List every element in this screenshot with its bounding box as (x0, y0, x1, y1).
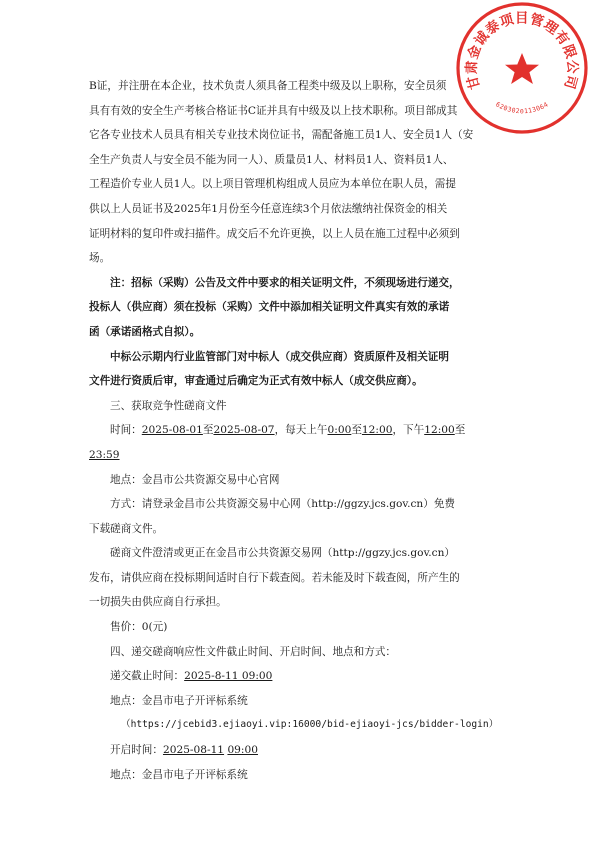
opening-place: 地点：金昌市电子开评标系统 (110, 768, 248, 781)
text-line: 投标人（供应商）须在投标（采购）文件中添加相关证明文件真实有效的承诺 (89, 301, 450, 314)
text-line: 具有有效的安全生产考核合格证书C证并具有中级及以上技术职称。项目部成其 (89, 104, 458, 117)
text-line: B证，并注册在本企业，技术负责人须具备工程类中级及以上职称，安全员须 (89, 80, 447, 92)
opening-time-line (89, 738, 511, 763)
personnel-requirements-paragraph (89, 74, 511, 271)
clarification-text: 一切损失由供应商自行承担。 (89, 596, 227, 609)
section-obtain-documents (89, 394, 511, 640)
opening-date: 2025-08-11 (162, 744, 225, 757)
obtain-method-continued: 下载磋商文件。 (89, 522, 164, 535)
text-line: 它各专业技术人员具有相关专业技术岗位证书，需配备施工员1人、安全员1人（安 (89, 129, 474, 142)
submission-place: 地点：金昌市电子开评标系统 (110, 694, 248, 707)
bidder-login-link[interactable]: （https://jcebid3.ejiaoyi.vip:16000/bid-ejiaoyi-jcs/bidder-login） (121, 719, 499, 731)
morning-label: ，每天上午 (274, 424, 328, 437)
document-price: 售价：0(元) (110, 621, 168, 634)
obtain-time-line (89, 418, 511, 443)
to-word: 至 (202, 424, 214, 437)
opening-label: 开启时间： (110, 744, 163, 757)
text-line: 供以上人员证书及2025年1月份至今任意连续3个月依法缴纳社保资金的相关 (89, 202, 448, 215)
submission-deadline-line (89, 664, 511, 689)
section-heading: 四、递交磋商响应性文件截止时间、开启时间、地点和方式： (110, 645, 397, 658)
text-line: 工程造价专业人员1人。以上项目管理机构组成人员应为本单位在职人员，需提 (89, 178, 456, 191)
obtain-time-continued (89, 443, 511, 468)
pm-end-time: 23:59 (89, 448, 120, 461)
section-submission (89, 640, 511, 788)
svg-text:6203020113064: 6203020113064 (494, 100, 550, 116)
opening-time: 09:00 (227, 744, 258, 757)
note-paragraph (89, 271, 511, 345)
svg-text:甘肃金诚泰项目管理有限公司: 甘肃金诚泰项目管理有限公司 (463, 10, 581, 92)
clarification-text: 磋商文件澄清或更正在金昌市公共资源交易网（http://ggzy.jcs.gov.cn） (110, 547, 456, 560)
am-end-time: 12:00 (361, 424, 393, 437)
text-line: 函（承诺函格式自拟）。 (89, 325, 201, 338)
end-date: 2025-08-07 (213, 424, 275, 437)
text-line: 注：招标（采购）公告及文件中要求的相关证明文件，不须现场进行递交， (110, 276, 460, 289)
to-word: 至 (454, 424, 466, 437)
obtain-place: 地点：金昌市公共资源交易中心官网 (110, 473, 280, 486)
review-paragraph (89, 345, 511, 394)
text-line: 中标公示期内行业监管部门对中标人（成交供应商）资质原件及相关证明 (110, 350, 449, 363)
clarification-text: 发布，请供应商在投标期间适时自行下载查阅。若未能及时下载查阅，所产生的 (89, 571, 460, 584)
deadline-value: 2025-8-11 09:00 (184, 670, 273, 683)
text-line: 证明材料的复印件或扫描件。成交后不允许更换，以上人员在施工过程中必须到 (89, 227, 460, 240)
pm-start-time: 12:00 (424, 424, 455, 437)
document-body (89, 74, 511, 787)
text-line: 全生产负责人与安全员不能为同一人）、质量员1人、材料员1人、资料员1人、 (89, 153, 454, 166)
start-date: 2025-08-01 (141, 424, 203, 437)
to-word: 至 (351, 424, 362, 437)
obtain-method: 方式：请登录金昌市公共资源交易中心网（http://ggzy.jcs.gov.cn）免费 (110, 498, 456, 511)
company-seal (452, 0, 592, 138)
deadline-label: 递交截止时间： (110, 670, 185, 683)
text-line: 文件进行资质后审，审查通过后确定为正式有效中标人（成交供应商）。 (89, 375, 423, 388)
time-label: 时间： (110, 424, 142, 437)
am-start-time: 0:00 (327, 424, 352, 437)
section-heading: 三、获取竞争性磋商文件 (110, 399, 227, 412)
text-line: 场。 (89, 252, 111, 265)
afternoon-label: ，下午 (392, 424, 425, 437)
